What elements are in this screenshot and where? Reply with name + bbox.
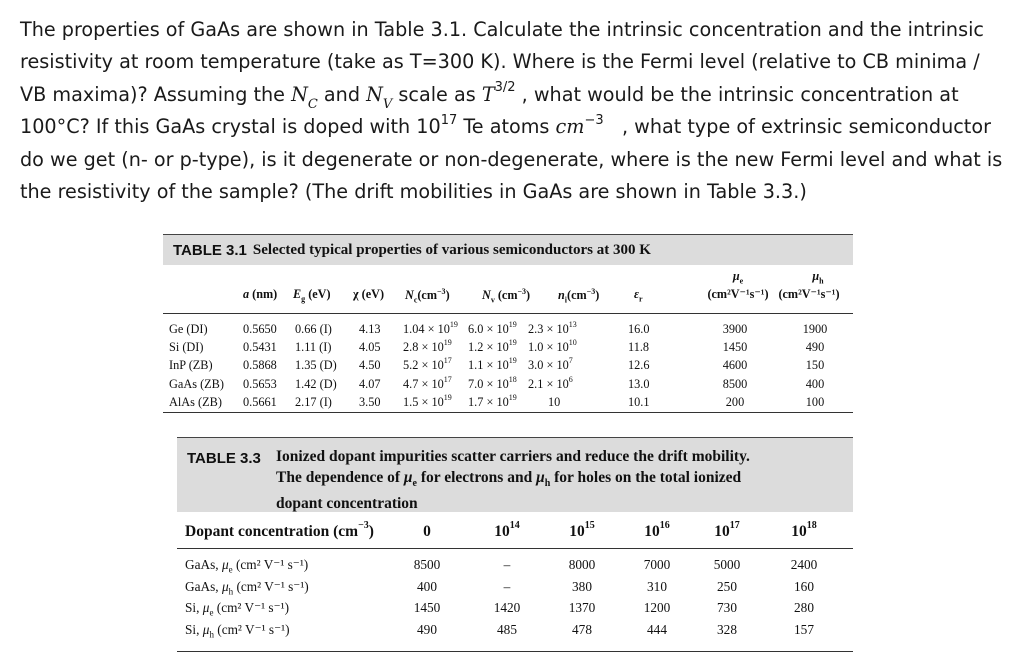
col-header-chi: χ (eV) [353,287,385,301]
cell-nv: $6.0 \times 10^{19}$ [468,319,517,336]
cell-nc: $4.7 \times 10^{17}$ [403,374,452,391]
cell-chi: 4.07 [359,376,381,391]
cell-er: 16.0 [628,322,650,336]
mobility-value: 280 [794,600,814,615]
table-3-3 [177,437,853,652]
mobility-value: 8500 [413,557,441,572]
cell-a: 0.5868 [243,358,277,373]
row-name: Ge (DI) [169,322,208,336]
cell-nc: $1.04 \times 10^{19}$ [403,319,458,336]
table-3-3-title: Ionized dopant impurities scatter carriers and reduce the drift mobility. The dependence of $\mu_e$ for electrons and $\mu_h$ for holes on the total ionized dopant concentration [276,448,750,513]
mobility-value: 400 [417,578,437,594]
cell-mue: 3900 [722,322,748,336]
dopant-column-header: 0 [423,523,431,540]
mobility-value: 1450 [413,600,441,615]
mobility-value: 380 [572,578,592,594]
mobility-value: 1420 [493,600,521,615]
table-3-3-label: TABLE 3.3 [187,450,261,467]
cell-ni: $2.1 \times 10^6$ [528,374,573,391]
mobility-value: 250 [717,578,737,594]
cell-er: 10.1 [628,394,650,409]
mobility-value: 157 [794,621,814,637]
table-3-1-body [163,314,853,413]
mobility-value: – [503,557,511,572]
dopant-column-header: $10^{14}$ [494,519,520,540]
cell-eg: 0.66 (I) [295,322,332,336]
mobility-value: 5000 [713,557,741,572]
cell-chi: 4.13 [359,322,381,336]
cell-mue: 1450 [722,340,748,355]
cell-muh: 490 [805,340,825,355]
cell-chi: 3.50 [359,394,381,409]
cell-ni: 10 [548,394,561,409]
cell-er: 13.0 [628,376,650,391]
dopant-column-header: $10^{15}$ [569,519,595,540]
col-header-eg: $E_g$ (eV) [293,287,331,304]
cell-mue: 200 [725,394,745,409]
table-3-1-title: Selected typical properties of various semiconductors at 300 K [252,241,651,258]
mobility-value: 328 [717,621,737,637]
mobility-value: 310 [647,578,667,594]
cell-eg: 2.17 (I) [295,394,332,409]
col-header-muh-unit: (cm²V⁻¹s⁻¹) [778,287,840,301]
mobility-value: – [503,578,511,594]
cell-a: 0.5653 [243,376,277,391]
cell-nv: $1.7 \times 10^{19}$ [468,392,517,409]
question-line-5: do we get (n- or p-type), is it degenerate or non-degenerate, where is the new Fermi level and what is [20,147,1003,171]
row-name: AlAs (ZB) [169,394,222,409]
cell-nv: $1.1 \times 10^{19}$ [468,356,517,373]
mobility-value: 490 [417,621,437,637]
cell-ni: $1.0 \times 10^{10}$ [528,338,577,355]
mobility-value: 478 [572,621,592,637]
cell-a: 0.5431 [243,340,277,355]
cell-nv: $1.2 \times 10^{19}$ [468,338,517,355]
cell-muh: 100 [805,394,825,409]
cell-ni: $3.0 \times 10^7$ [528,356,573,373]
cell-chi: 4.50 [359,358,381,373]
cell-ni: $2.3 \times 10^{13}$ [528,319,577,336]
cell-mue: 4600 [722,358,748,373]
table-3-1-header [163,265,853,314]
dopant-column-header: $10^{17}$ [714,519,740,540]
mobility-row-label: GaAs, $\mu_e$ (cm² V⁻¹ s⁻¹) [185,557,309,575]
cell-muh: 150 [805,358,825,373]
table-3-3-header [177,512,853,549]
cell-eg: 1.11 (I) [295,340,332,355]
col-header-nc: $N_c(cm^{-3})$ [405,287,450,305]
cell-eg: 1.35 (D) [295,358,337,373]
question-line-1: The properties of GaAs are shown in Table 3.1. Calculate the intrinsic concentration and the intrinsic [20,18,984,41]
table-3-3-body [177,549,853,652]
mobility-row-label: Si, $\mu_e$ (cm² V⁻¹ s⁻¹) [185,600,290,618]
mobility-row-label: Si, $\mu_h$ (cm² V⁻¹ s⁻¹) [185,621,290,640]
question-line-2: resistivity at room temperature (take as T=300 K). Where is the Fermi level (relative to CB minima / [20,50,980,74]
row-name: Si (DI) [169,340,204,355]
mobility-value: 2400 [790,557,818,572]
table-3-1 [163,234,853,413]
col-header-er: $\varepsilon_r$ [634,287,643,304]
row-name: GaAs (ZB) [169,376,224,391]
col-header-muh-symbol: $\mu_h$ [812,269,824,286]
mobility-value: 485 [497,621,517,637]
dopant-column-header: $10^{16}$ [644,519,670,540]
mobility-value: 160 [794,578,814,594]
dopant-column-header: $10^{18}$ [791,519,817,540]
mobility-value: 8000 [568,557,596,572]
cell-nc: $2.8 \times 10^{19}$ [403,338,452,355]
cell-a: 0.5661 [243,394,277,409]
table-3-1-label: TABLE 3.1 [173,241,247,259]
mobility-value: 1200 [643,600,671,615]
question-line-6: the resistivity of the sample? (The drift mobilities in GaAs are shown in Table 3.3.) [20,180,807,204]
col-header-ni: $n_i(cm^{-3})$ [558,287,600,305]
mobility-row-label: GaAs, $\mu_h$ (cm² V⁻¹ s⁻¹) [185,578,309,597]
mobility-value: 444 [647,621,667,637]
question-line-3: VB maxima)? Assuming the $N_C$ and $N_V$ scale as $T^{3/2}$ , what would be the intrinsic concentration at [20,80,959,112]
cell-nc: $5.2 \times 10^{17}$ [403,356,452,373]
table-3-3-caption [177,437,853,512]
row-name: InP (ZB) [169,358,213,373]
cell-a: 0.5650 [243,322,277,336]
cell-nc: $1.5 \times 10^{19}$ [403,392,452,409]
cell-eg: 1.42 (D) [295,376,337,391]
col-header-nv: $N_v$ $(cm^{-3})$ [482,287,531,305]
cell-muh: 400 [805,376,825,391]
question-line-4: 100°C? If this GaAs crystal is doped with $10^{17}$ Te atoms $cm^{-3}$ , what type of extrinsic semiconductor [20,112,991,139]
cell-nv: $7.0 \times 10^{18}$ [468,374,517,391]
mobility-value: 7000 [643,557,671,572]
col-header-mue-symbol: $\mu_e$ [732,269,744,286]
cell-er: 12.6 [628,358,650,373]
col-header-mue-unit: (cm²V⁻¹s⁻¹) [707,287,769,301]
cell-muh: 1900 [802,322,828,336]
table-3-1-caption [163,234,853,265]
mobility-value: 730 [717,600,737,615]
cell-chi: 4.05 [359,340,381,355]
cell-mue: 8500 [722,376,748,391]
col-header-a: a (nm) [243,287,278,301]
dopant-concentration-header: Dopant concentration $(cm^{-3})$ [185,519,374,540]
question-text [20,14,1010,208]
cell-er: 11.8 [628,340,650,355]
mobility-value: 1370 [568,600,596,615]
